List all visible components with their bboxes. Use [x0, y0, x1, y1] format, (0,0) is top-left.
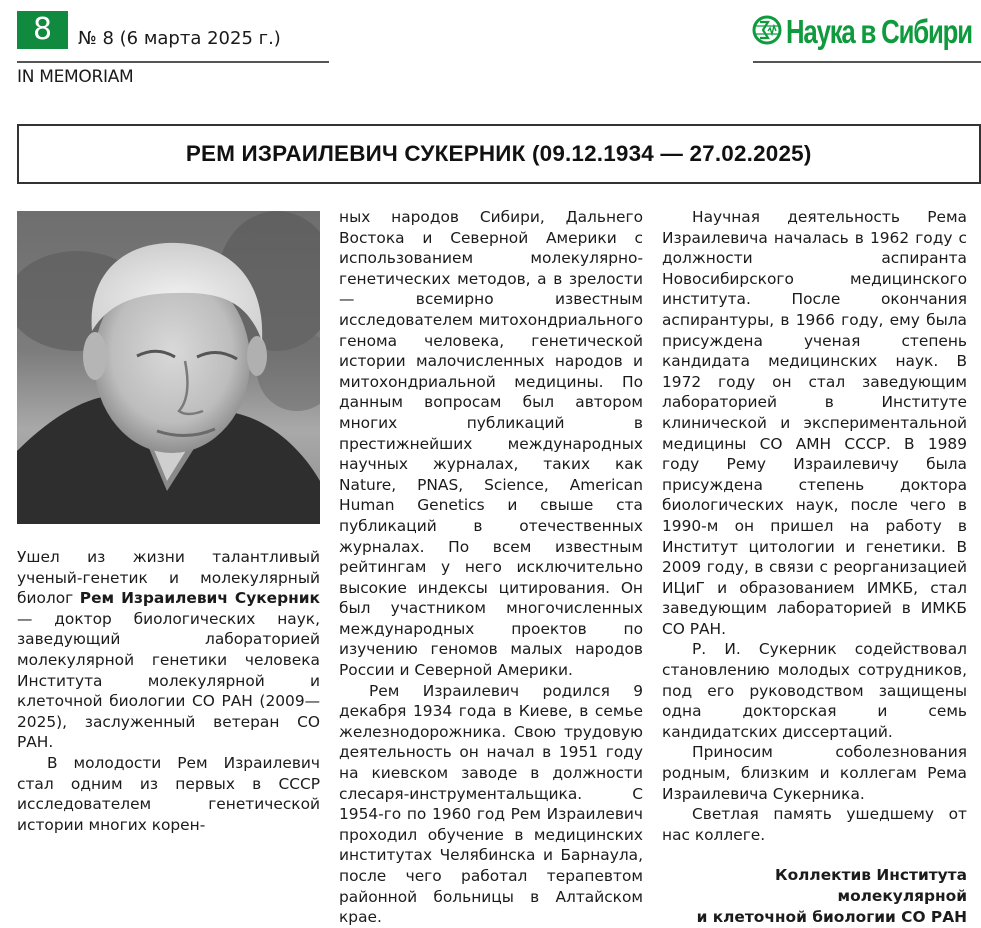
- article-title-box: [17, 124, 981, 184]
- rubric-label: IN MEMORIAM: [17, 67, 134, 87]
- article-column-3: [662, 207, 967, 927]
- article-column-2: [339, 207, 643, 928]
- article-title: РЕМ ИЗРАИЛЕВИЧ СУКЕРНИК (09.12.1934 — 27.02.2025): [186, 141, 812, 166]
- issue-label: № 8 (6 марта 2025 г.): [78, 28, 281, 49]
- signature: Коллектив Института молекулярной и клеточной биологии СО РАН: [696, 866, 967, 926]
- paragraph-intro: Ушел из жизни талантливый ученый-генетик и молекулярный биолог Рем Израилевич Сукерник — доктор биологических наук, заведующий лабораторией молекулярной генетики человека Института молекулярной и клеточной биологии СО РАН (2009—2025), заслуженный ветеран СО РАН.: [17, 548, 320, 752]
- sigma-globe-logo-icon: [752, 15, 782, 49]
- newspaper-logo[interactable]: [752, 13, 981, 51]
- portrait-photo: [17, 211, 320, 524]
- paragraph-research: ных народов Сибири, Дальнего Востока и Северной Америки с использованием молекулярно-генетических методов, а в зрелости — всемирно известным исследователем митохондриального генома человека, генетической истории малочисленных народов и митохондриальной медицины. По данным вопросам был автором многих публикаций в престижнейших международных научных журналах, таких как Nature, PNAS, Science, American Human Genetics и свыше ста публикаций в отечественных журналах. По всем известным рейтингам у него исключительно высокие индексы цитирования. Он был участником многочисленных международных проектов по изучению геномов малых народов России и Северной Америки.: [339, 208, 643, 680]
- logo-text: Наука в Сибири: [786, 13, 972, 50]
- article-column-1: [17, 547, 320, 835]
- paragraph-memory: Светлая память ушедшему от нас коллеге.: [662, 805, 967, 844]
- header-rule-left: [17, 61, 329, 63]
- paragraph-career: Научная деятельность Рема Израилевича началась в 1962 году с должности аспиранта Новосибирского медицинского института. После окончания аспирантуры, в 1966 году, ему была присуждена ученая степень кандидата медицинских наук. В 1972 году он стал заведующим лабораторией в Институте клинической и экспериментальной медицины СО АМН СССР. В 1989 году Рему Израилевичу была присуждена степень доктора биологических наук, после чего в 1990-м он пришел на работу в Институт цитологии и генетики. В 2009 году, в связи с реорганизацией ИЦиГ и образованием ИМКБ, стал заведующим лабораторией в ИМКБ СО РАН.: [662, 208, 967, 638]
- page-number-badge: 8: [17, 11, 68, 49]
- person-name-bold: Рем Израилевич Сукерник: [79, 589, 320, 608]
- paragraph-condolences: Приносим соболезнования родным, близким и коллегам Рема Израилевича Сукерника.: [662, 743, 967, 803]
- paragraph-youth: В молодости Рем Израилевич стал одним из первых в СССР исследователем генетической истории многих корен-: [17, 753, 320, 834]
- paragraph-biography: Рем Израилевич родился 9 декабря 1934 года в Киеве, в семье железнодорожника. Свою трудовую деятельность он начал в 1951 году на киевском заводе в должности слесаря-инструментальщика. С 1954-го по 1960 год Рем Израилевич проходил обучение в медицинских институтах Челябинска и Барнаула, после чего работал терапевтом районной больницы в Алтайском крае.: [339, 681, 643, 927]
- header-rule-right: [753, 61, 981, 63]
- paragraph-mentorship: Р. И. Сукерник содействовал становлению молодых сотрудников, под его руководством защищены одна докторская и семь кандидатских диссертаций.: [662, 640, 967, 741]
